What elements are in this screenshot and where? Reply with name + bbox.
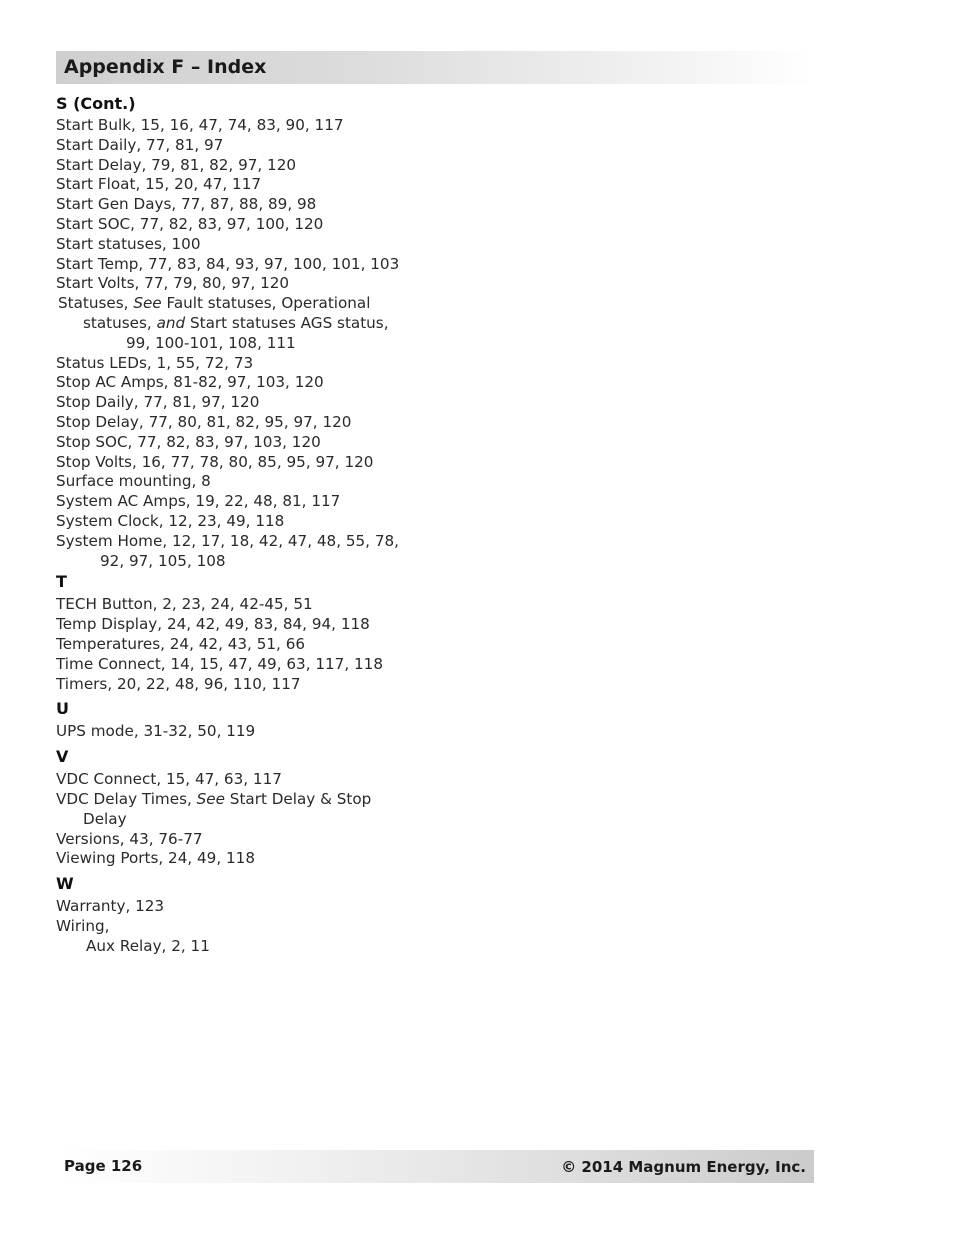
index-entry: TECH Button, 2, 23, 24, 42-45, 51 <box>56 595 313 614</box>
index-entry: Temperatures, 24, 42, 43, 51, 66 <box>56 634 306 653</box>
index-entry: Wiring, <box>56 916 110 935</box>
see-reference: See <box>196 789 225 808</box>
index-entry: Start Volts, 77, 79, 80, 97, 120 <box>56 274 290 293</box>
index-entry: Start Temp, 77, 83, 84, 93, 97, 100, 101, 103 <box>56 254 400 273</box>
index-entry: System Home, 12, 17, 18, 42, 47, 48, 55, 78, <box>56 531 399 550</box>
see-reference: See <box>133 294 162 313</box>
index-letter-t: T <box>56 572 67 592</box>
index-entry: Start Float, 15, 20, 47, 117 <box>56 175 262 194</box>
index-entry: UPS mode, 31-32, 50, 119 <box>56 722 256 741</box>
entry-text: Fault statuses, Operational <box>161 294 371 313</box>
index-entry: Stop AC Amps, 81-82, 97, 103, 120 <box>56 373 324 392</box>
entry-text: Statuses, <box>58 294 134 313</box>
index-letter-s: S (Cont.) <box>56 94 136 113</box>
copyright-notice: © 2014 Magnum Energy, Inc. <box>561 1158 806 1176</box>
index-entry-continuation: 99, 100-101, 108, 111 <box>126 333 296 352</box>
index-entry-continuation <box>56 314 476 334</box>
index-entry: Stop Daily, 77, 81, 97, 120 <box>56 393 260 412</box>
index-entry: Stop Delay, 77, 80, 81, 82, 95, 97, 120 <box>56 412 352 431</box>
index-entry: Start Bulk, 15, 16, 47, 74, 83, 90, 117 <box>56 116 344 134</box>
index-entry-continuation: 92, 97, 105, 108 <box>100 551 226 570</box>
index-list <box>56 93 476 956</box>
index-entry: Stop Volts, 16, 77, 78, 80, 85, 95, 97, 120 <box>56 452 374 471</box>
index-entry: Surface mounting, 8 <box>56 472 211 491</box>
index-entry: System Clock, 12, 23, 49, 118 <box>56 511 285 530</box>
index-letter-v: V <box>56 747 69 767</box>
index-entry: Time Connect, 14, 15, 47, 49, 63, 117, 118 <box>56 654 383 673</box>
index-entry: Start statuses, 100 <box>56 234 201 253</box>
section-header-bar <box>56 51 814 84</box>
index-entry: Viewing Ports, 24, 49, 118 <box>56 849 255 868</box>
index-entry: Start Gen Days, 77, 87, 88, 89, 98 <box>56 195 317 214</box>
section-title: Appendix F – Index <box>64 56 267 78</box>
index-entry: Timers, 20, 22, 48, 96, 110, 117 <box>56 674 301 693</box>
index-entry: Warranty, 123 <box>56 897 165 916</box>
index-entry-continuation: Delay <box>83 809 127 828</box>
index-entry: Status LEDs, 1, 55, 72, 73 <box>56 353 254 372</box>
index-entry: Versions, 43, 76-77 <box>56 829 203 848</box>
index-entry: Stop SOC, 77, 82, 83, 97, 103, 120 <box>56 432 321 451</box>
index-entry: Start Daily, 77, 81, 97 <box>56 135 224 154</box>
index-entry-statuses <box>56 294 476 314</box>
index-letter-w: W <box>56 874 74 894</box>
index-subentry: Aux Relay, 2, 11 <box>86 936 210 955</box>
index-entry-vdc-delay <box>56 790 476 810</box>
entry-text: Start statuses AGS status, <box>185 313 389 332</box>
index-entry: Temp Display, 24, 42, 49, 83, 84, 94, 118 <box>56 615 370 634</box>
and-reference: and <box>156 313 186 332</box>
entry-text: VDC Delay Times, <box>56 789 197 808</box>
entry-text: Start Delay & Stop <box>224 789 372 808</box>
index-entry: System AC Amps, 19, 22, 48, 81, 117 <box>56 492 341 511</box>
index-letter-u: U <box>56 699 69 719</box>
index-entry: VDC Connect, 15, 47, 63, 117 <box>56 770 282 789</box>
index-entry: Start Delay, 79, 81, 82, 97, 120 <box>56 155 297 174</box>
page-number: Page 126 <box>64 1157 143 1175</box>
index-entry: Start SOC, 77, 82, 83, 97, 100, 120 <box>56 214 324 233</box>
entry-text: statuses, <box>83 313 157 332</box>
page-footer-bar <box>56 1150 814 1183</box>
